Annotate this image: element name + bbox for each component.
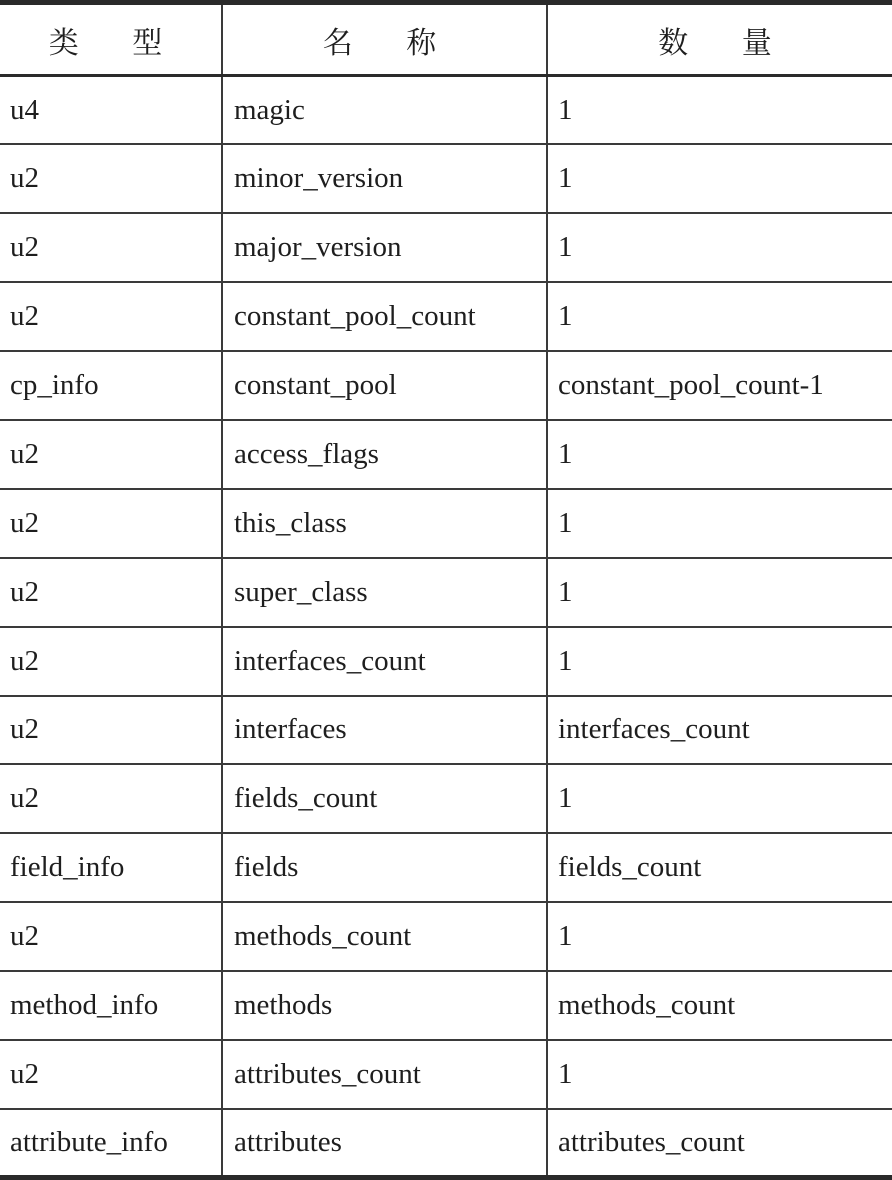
cell-name: access_flags [222,420,547,489]
table-row [0,833,892,902]
cell-count: interfaces_count [547,696,892,765]
cell-count: 1 [547,1040,892,1109]
cell-type: u2 [0,282,222,351]
cell-type: method_info [0,971,222,1040]
cell-type: u2 [0,213,222,282]
cell-name: attributes [222,1109,547,1178]
cell-name: super_class [222,558,547,627]
cell-name: this_class [222,489,547,558]
cell-type: field_info [0,833,222,902]
table-row [0,764,892,833]
table-row [0,351,892,420]
cell-count: 1 [547,420,892,489]
cell-type: u2 [0,627,222,696]
cell-count: 1 [547,213,892,282]
cell-name: methods_count [222,902,547,971]
table-row [0,282,892,351]
table-body [0,76,892,1178]
table-row [0,489,892,558]
cell-type: u4 [0,76,222,145]
table-row [0,420,892,489]
table-header [0,3,892,76]
cell-count: 1 [547,76,892,145]
cell-count: attributes_count [547,1109,892,1178]
cell-type: u2 [0,558,222,627]
cell-count: 1 [547,144,892,213]
table-row [0,1109,892,1178]
table-row [0,144,892,213]
header-name: 名 称 [222,3,547,76]
cell-name: attributes_count [222,1040,547,1109]
table-row [0,558,892,627]
table-row [0,696,892,765]
table-row [0,627,892,696]
cell-type: u2 [0,420,222,489]
cell-type: u2 [0,696,222,765]
cell-type: u2 [0,144,222,213]
cell-name: interfaces [222,696,547,765]
cell-count: methods_count [547,971,892,1040]
cell-count: 1 [547,558,892,627]
table-row [0,76,892,145]
cell-type: u2 [0,1040,222,1109]
cell-count: 1 [547,902,892,971]
cell-count: fields_count [547,833,892,902]
cell-name: fields [222,833,547,902]
cell-name: interfaces_count [222,627,547,696]
table-row [0,213,892,282]
cell-type: u2 [0,902,222,971]
cell-type: attribute_info [0,1109,222,1178]
cell-count: 1 [547,764,892,833]
cell-type: u2 [0,764,222,833]
cell-name: methods [222,971,547,1040]
cell-name: magic [222,76,547,145]
table-row [0,971,892,1040]
cell-count: 1 [547,627,892,696]
cell-name: major_version [222,213,547,282]
cell-count: 1 [547,282,892,351]
cell-count: constant_pool_count-1 [547,351,892,420]
cell-name: constant_pool [222,351,547,420]
cell-type: cp_info [0,351,222,420]
cell-name: constant_pool_count [222,282,547,351]
table-row [0,1040,892,1109]
header-row [0,3,892,76]
header-type: 类 型 [0,3,222,76]
cell-count: 1 [547,489,892,558]
cell-type: u2 [0,489,222,558]
table-row [0,902,892,971]
cell-name: minor_version [222,144,547,213]
header-count: 数 量 [547,3,892,76]
cell-name: fields_count [222,764,547,833]
